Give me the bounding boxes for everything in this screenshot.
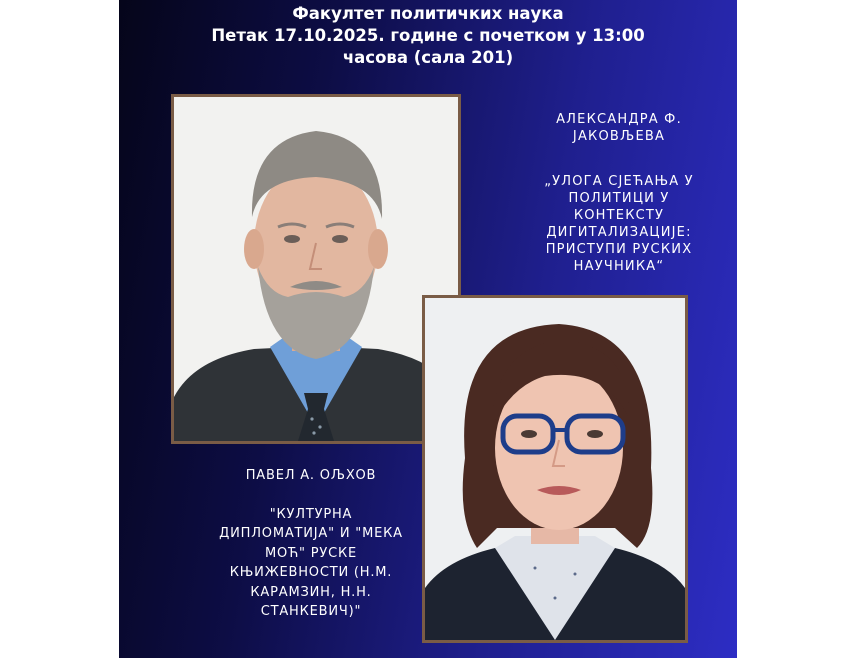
portrait-woman-image <box>425 298 685 640</box>
title-line: НАУЧНИКА“ <box>573 259 665 274</box>
speaker-info-yakovleva <box>499 111 737 275</box>
header-hall: часова (сала 201) <box>342 48 514 67</box>
speaker-photo-olkhov <box>171 94 461 444</box>
speaker-name-yakovleva <box>499 111 737 145</box>
speaker-info-olkhov <box>199 466 423 622</box>
title-line: ДИПЛОМАТИЈА" И "МЕКА <box>219 526 403 541</box>
title-line: ПОЛИТИЦИ У <box>568 191 670 206</box>
title-line: "КУЛТУРНА <box>269 506 353 522</box>
speaker-name-line: АЛЕКСАНДРА Ф. <box>556 112 682 127</box>
event-header <box>119 3 737 69</box>
title-line: ПРИСТУПИ РУСКИХ <box>545 242 693 257</box>
header-date-time: Петак 17.10.2025. године с почетком у 13:00 <box>211 26 645 45</box>
title-line: МОЋ" РУСКЕ <box>264 545 358 561</box>
lecture-title-olkhov <box>199 505 423 622</box>
title-line: КОНТЕКСТУ <box>573 208 665 223</box>
lecture-title-yakovleva <box>499 173 737 275</box>
title-line: ДИГИТАЛИЗАЦИЈЕ: <box>546 225 692 240</box>
title-line: КЊИЖЕВНОСТИ (Н.М. <box>229 565 393 580</box>
speaker-photo-yakovleva <box>422 295 688 643</box>
title-line: КАРАМЗИН, Н.Н. <box>250 584 372 600</box>
speaker-name-olkhov: ПАВЕЛ А. ОЉХОВ <box>245 468 377 483</box>
event-poster <box>119 0 737 658</box>
title-line: СТАНКЕВИЧ)" <box>260 604 362 619</box>
speaker-name-line: ЈАКОВЉЕВА <box>572 129 666 144</box>
header-faculty: Факултет политичких наука <box>292 4 564 23</box>
title-line: „УЛОГА СЈЕЋАЊА У <box>544 174 694 189</box>
portrait-man-image <box>174 97 458 441</box>
